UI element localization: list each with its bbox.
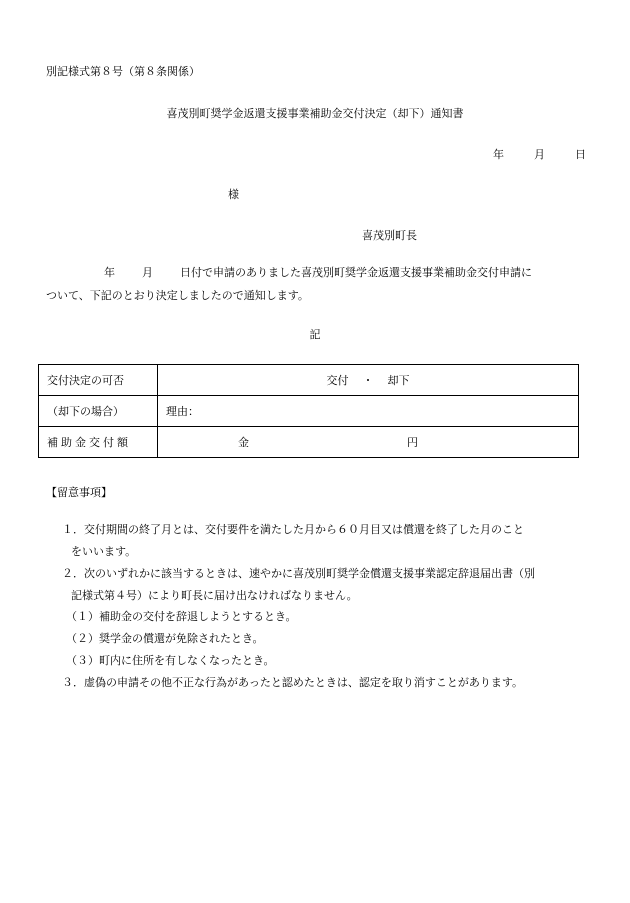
amount-field: [158, 427, 579, 458]
notes-heading: 【留意事項】: [46, 486, 112, 499]
issuer-name: 喜茂別町長: [362, 229, 417, 242]
table-row: [39, 365, 579, 396]
body-month: 月: [142, 266, 153, 279]
option-grant: 交付: [326, 373, 349, 387]
form-number: 別記様式第８号（第８条関係）: [46, 65, 200, 78]
document-title: 喜茂別町奨学金返還支援事業補助金交付決定（却下）通知書: [166, 107, 464, 120]
date-day: 日: [575, 148, 586, 161]
note-item: （１）補助金の交付を辞退しようとするとき。: [66, 610, 297, 623]
table-row: [39, 396, 579, 427]
ki-heading: 記: [309, 328, 321, 341]
note-item: （３）町内に住所を有しなくなったとき。: [66, 654, 275, 667]
decision-label: 交付決定の可否: [39, 365, 158, 396]
option-separator: ・: [362, 373, 374, 387]
note-item: ３．虚偽の申請その他不正な行為があったと認めたときは、認定を取り消すことがあります。: [62, 676, 524, 689]
amount-kin: 金: [238, 435, 249, 449]
table-row: [39, 427, 579, 458]
reason-field: 理由：: [158, 396, 579, 427]
date-month: 月: [534, 148, 545, 161]
note-item: 記様式第４号）により町長に届け出なければなりません。: [71, 589, 358, 602]
body-text-line-1: [46, 267, 532, 278]
note-item: をいいます。: [71, 545, 137, 558]
body-text-line-2: ついて、下記のとおり決定しましたので通知します。: [46, 289, 309, 302]
date-year: 年: [493, 148, 504, 161]
decision-options: [158, 365, 579, 396]
note-item: （２）奨学金の償還が免除されたとき。: [66, 632, 264, 645]
note-item: １．交付期間の終了月とは、交付要件を満たした月から６０月目又は償還を終了した月のこと: [62, 523, 524, 536]
amount-yen: 円: [407, 435, 418, 449]
amount-label: 補助金交付額: [39, 427, 158, 458]
addressee-suffix: 様: [228, 188, 239, 201]
body-rest: 日付で申請のありました喜茂別町奨学金返還支援事業補助金交付申請に: [180, 266, 532, 279]
decision-table: [38, 364, 579, 458]
note-item: ２．次のいずれかに該当するときは、速やかに喜茂別町奨学金償還支援事業認定辞退届出書（別: [62, 567, 535, 580]
reject-case-label: （却下の場合）: [39, 396, 158, 427]
option-reject: 却下: [387, 373, 410, 387]
body-year: 年: [104, 266, 115, 279]
date-line: [0, 149, 586, 160]
